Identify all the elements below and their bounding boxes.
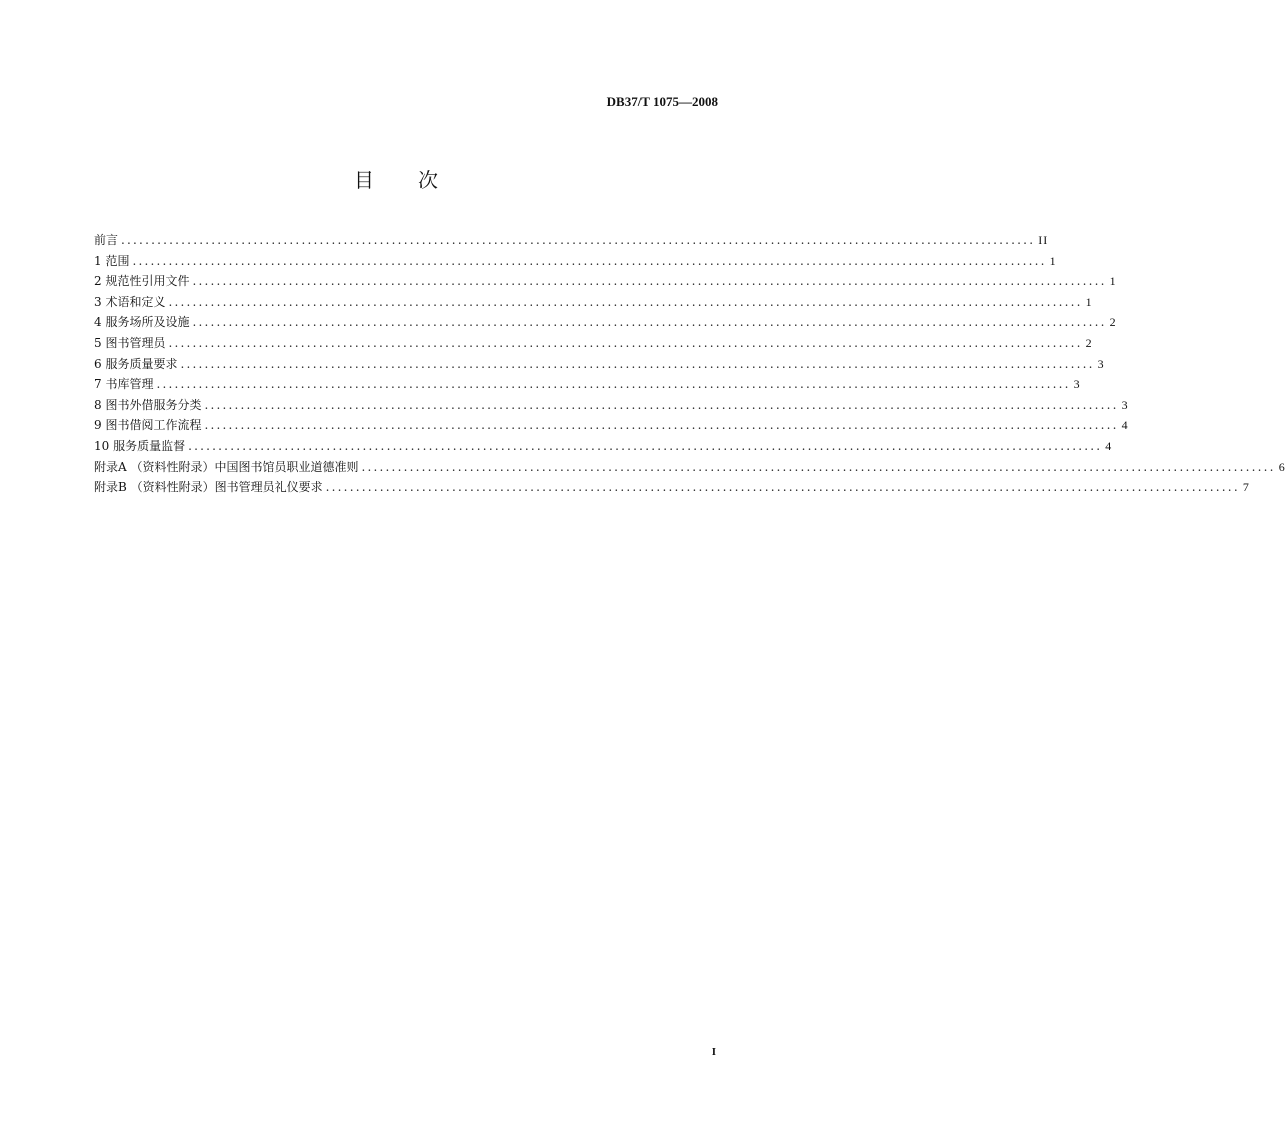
toc-entry-label: 1 范围 [94,253,130,268]
toc-dot-leader: ........................................................................................................................................................ [204,418,1119,433]
toc-entry-label: 附录A （资料性附录）中国图书馆员职业道德准则 [94,459,359,474]
toc-entry-normative-references[interactable] [94,271,1117,292]
toc-entry-terms-definitions[interactable] [94,292,1093,313]
table-of-contents [94,230,1286,498]
toc-dot-leader: ........................................................................................................................................................ [168,294,1083,309]
toc-entry-lending-categories[interactable] [94,395,1129,416]
toc-entry-page: 6 [1278,459,1286,474]
toc-entry-label: 8 图书外借服务分类 [94,397,202,412]
toc-entry-borrowing-workflow[interactable] [94,415,1129,436]
toc-entry-label: 2 规范性引用文件 [94,274,190,289]
toc-entry-label: 5 图书管理员 [94,335,166,350]
toc-dot-leader: ........................................................................................................................................................ [132,253,1047,268]
toc-entry-label: 3 术语和定义 [94,294,166,309]
toc-dot-leader: ........................................................................................................................................................ [325,480,1240,495]
toc-entry-label: 前言 [94,233,119,247]
toc-entry-preface[interactable] [94,230,1049,251]
toc-entry-service-quality[interactable] [94,354,1105,375]
toc-entry-quality-supervision[interactable] [94,436,1113,457]
toc-entry-stack-management[interactable] [94,374,1081,395]
toc-entry-page: II [1038,233,1049,247]
toc-entry-page: 7 [1242,480,1250,495]
toc-entry-service-venues[interactable] [94,312,1117,333]
toc-entry-appendix-a[interactable] [94,457,1286,478]
toc-entry-page: 1 [1049,253,1057,268]
toc-entry-page: 4 [1105,438,1113,453]
toc-entry-page: 4 [1121,418,1129,433]
toc-entry-scope[interactable] [94,251,1057,272]
toc-dot-leader: ........................................................................................................................................................ [156,377,1071,392]
toc-entry-page: 3 [1097,356,1105,371]
toc-entry-label: 7 书库管理 [94,377,154,392]
toc-dot-leader: ........................................................................................................................................................ [204,397,1119,412]
toc-dot-leader: ........................................................................................................................................................ [168,335,1083,350]
toc-dot-leader: ........................................................................................................................................................ [192,315,1107,330]
toc-entry-label: 9 图书借阅工作流程 [94,418,202,433]
toc-dot-leader: ........................................................................................................................................................ [180,356,1095,371]
toc-entry-page: 3 [1073,377,1081,392]
toc-dot-leader: ........................................................................................................................................................ [361,459,1276,474]
toc-entry-page: 1 [1085,294,1093,309]
toc-entry-label: 10 服务质量监督 [94,438,186,453]
page-number: I [711,1046,716,1058]
toc-dot-leader: ........................................................................................................................................................ [188,438,1103,453]
toc-dot-leader: ........................................................................................................................................................ [192,274,1107,289]
toc-entry-librarian[interactable] [94,333,1093,354]
toc-entry-label: 附录B （资料性附录）图书管理员礼仪要求 [94,480,323,495]
toc-entry-page: 2 [1109,315,1117,330]
toc-entry-appendix-b[interactable] [94,477,1250,498]
page-title: 目次 [354,168,482,192]
toc-entry-page: 2 [1085,335,1093,350]
toc-entry-page: 1 [1109,274,1117,289]
toc-entry-label: 4 服务场所及设施 [94,315,190,330]
toc-dot-leader: ........................................................................................................................................................ [121,233,1036,247]
toc-entry-label: 6 服务质量要求 [94,356,178,371]
toc-entry-page: 3 [1121,397,1129,412]
document-code: DB37/T 1075—2008 [606,94,718,109]
